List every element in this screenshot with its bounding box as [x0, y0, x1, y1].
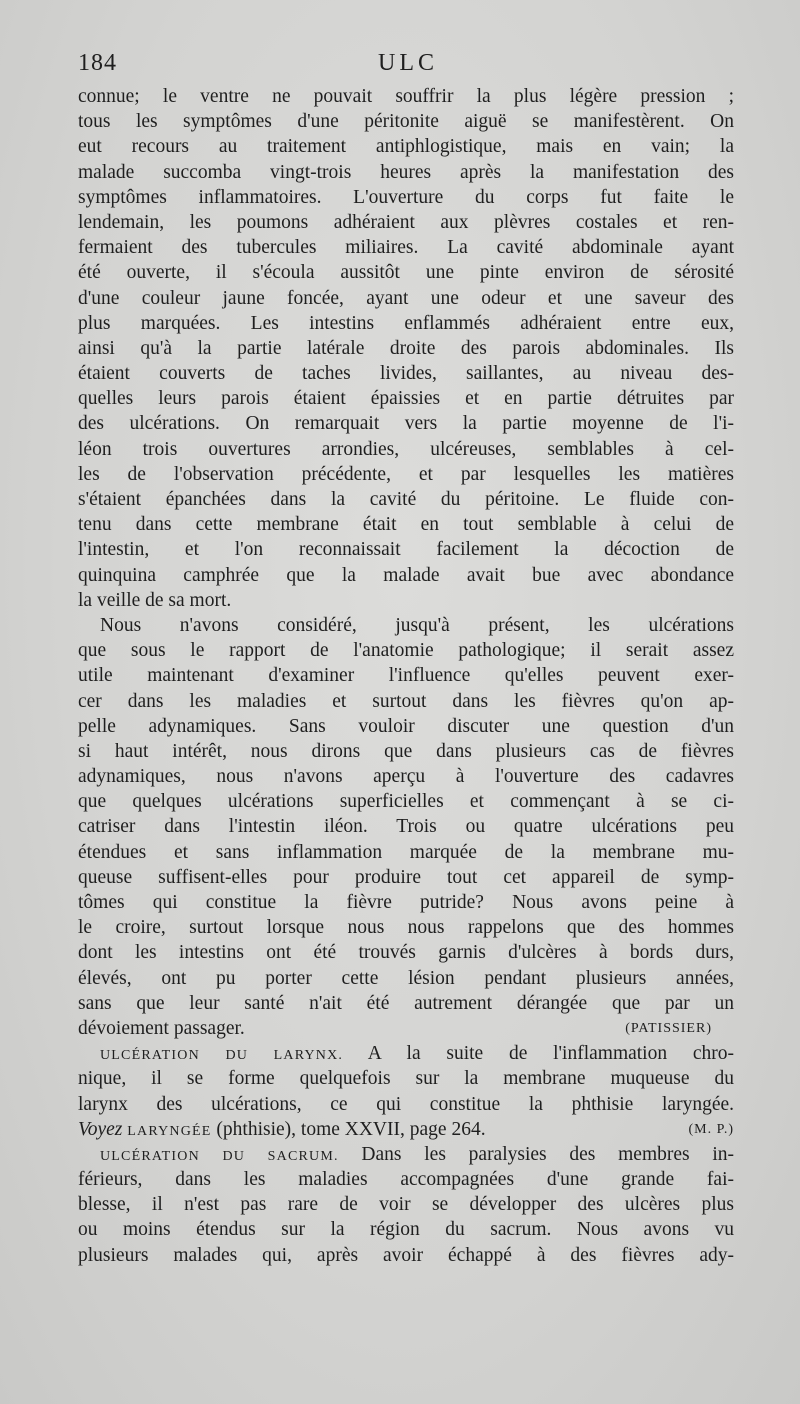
- text-line: Nous n'avons considéré, jusqu'à présent, les ulcérations: [100, 614, 734, 636]
- text-line: catriser dans l'intestin iléon. Trois ou quatre ulcérations peu: [78, 816, 734, 838]
- running-head: ULC: [378, 50, 438, 76]
- cross-reference-detail: (phthisie), tome XXVII, page 264.: [211, 1118, 486, 1140]
- text-line: que quelques ulcérations superficielles et commençant à se ci-: [78, 791, 734, 813]
- text-line: utile maintenant d'examiner l'influence qu'elles peuvent exer-: [78, 665, 734, 687]
- text-line: si haut intérêt, nous dirons que dans plusieurs cas de fièvres: [78, 740, 734, 762]
- entry-heading: ULCÉRATION DU LARYNX.: [100, 1048, 344, 1064]
- text-line: ou moins étendus sur la région du sacrum. Nous avons vu: [78, 1219, 734, 1241]
- cross-reference-term: LARYNGÉE: [127, 1123, 212, 1139]
- text-line: que sous le rapport de l'anatomie pathologique; il serait assez: [78, 640, 734, 662]
- text-line: pelle adynamiques. Sans vouloir discuter une question d'un: [78, 715, 734, 737]
- text-line-content: Dans les paralysies des membres in-: [338, 1143, 734, 1165]
- body-text: [78, 84, 734, 1268]
- author-signature: (M. P.): [688, 1121, 734, 1137]
- entry-heading: ULCÉRATION DU SACRUM.: [100, 1148, 339, 1164]
- cross-reference-line: [78, 1117, 734, 1142]
- text-line: blesse, il n'est pas rare de voir se développer des ulcères plus: [78, 1194, 734, 1216]
- text-line: [78, 1016, 734, 1041]
- text-line: étaient couverts de taches livides, saillantes, au niveau des-: [78, 363, 734, 385]
- text-line-content: dévoiement passager.: [78, 1017, 245, 1039]
- text-line: été ouverte, il s'écoula aussitôt une pinte environ de sérosité: [78, 262, 734, 284]
- text-line: symptômes inflammatoires. L'ouverture du corps fut faite le: [78, 186, 734, 208]
- text-line: fermaient des tubercules miliaires. La cavité abdominale ayant: [78, 237, 734, 259]
- text-line: sans que leur santé n'ait été autrement dérangée que par un: [78, 992, 734, 1014]
- text-line: d'une couleur jaune foncée, ayant une odeur et une saveur des: [78, 287, 734, 309]
- text-line: eut recours au traitement antiphlogistique, mais en vain; la: [78, 136, 734, 158]
- text-line: cer dans les maladies et surtout dans les fièvres qu'on ap-: [78, 690, 734, 712]
- text-line: quelles leurs parois étaient épaissies et en partie détruites par: [78, 388, 734, 410]
- text-line: la veille de sa mort.: [78, 589, 232, 611]
- text-line: quinquina camphrée que la malade avait bue avec abondance: [78, 564, 734, 586]
- see-also-label: Voyez: [78, 1118, 123, 1140]
- text-line: des ulcérations. On remarquait vers la partie moyenne de l'i-: [78, 413, 734, 435]
- text-line: plus marquées. Les intestins enflammés adhéraient entre eux,: [78, 312, 734, 334]
- text-line: malade succomba vingt-trois heures après la manifestation des: [78, 161, 734, 183]
- text-line: nique, il se forme quelquefois sur la membrane muqueuse du: [78, 1068, 734, 1090]
- text-line: connue; le ventre ne pouvait souffrir la plus légère pression ;: [78, 86, 734, 107]
- text-line: l'intestin, et l'on reconnaissait facilement la décoction de: [78, 539, 734, 561]
- text-line: dont les intestins ont été trouvés garnis d'ulcères à bords durs,: [78, 942, 734, 964]
- text-line: ainsi qu'à la partie latérale droite des parois abdominales. Ils: [78, 337, 734, 359]
- text-line: plusieurs malades qui, après avoir échappé à des fièvres ady-: [78, 1244, 734, 1266]
- text-line: lendemain, les poumons adhéraient aux plèvres costales et ren-: [78, 211, 734, 233]
- entry-line: [78, 1142, 734, 1167]
- text-line: étendues et sans inflammation marquée de la membrane mu-: [78, 841, 734, 863]
- text-line: léon trois ouvertures arrondies, ulcéreuses, semblables à cel-: [78, 438, 734, 460]
- text-line: tenu dans cette membrane était en tout semblable à celui de: [78, 514, 734, 536]
- text-line: les de l'observation précédente, et par lesquelles les matières: [78, 463, 734, 485]
- text-line: queuse suffisent-elles pour produire tout cet appareil de symp-: [78, 866, 734, 888]
- text-line: élevés, ont pu porter cette lésion pendant plusieurs années,: [78, 967, 734, 989]
- page-number: 184: [78, 50, 117, 76]
- page-header: [78, 50, 738, 84]
- text-line: larynx des ulcérations, ce qui constitue la phthisie laryngée.: [78, 1093, 734, 1115]
- text-line: s'étaient épanchées dans la cavité du péritoine. Le fluide con-: [78, 489, 734, 510]
- text-line: tômes qui constitue la fièvre putride? Nous avons peine à: [78, 892, 734, 913]
- text-line: le croire, surtout lorsque nous nous rappelons que des hommes: [78, 917, 734, 939]
- text-line-content: A la suite de l'inflammation chro-: [343, 1043, 734, 1065]
- text-line: tous les symptômes d'une péritonite aiguë se manifestèrent. On: [78, 111, 734, 133]
- author-signature: (PATISSIER): [625, 1020, 712, 1036]
- entry-line: [78, 1041, 734, 1066]
- text-line: férieurs, dans les maladies accompagnées d'une grande fai-: [78, 1169, 734, 1191]
- text-line: adynamiques, nous n'avons aperçu à l'ouverture des cadavres: [78, 766, 734, 788]
